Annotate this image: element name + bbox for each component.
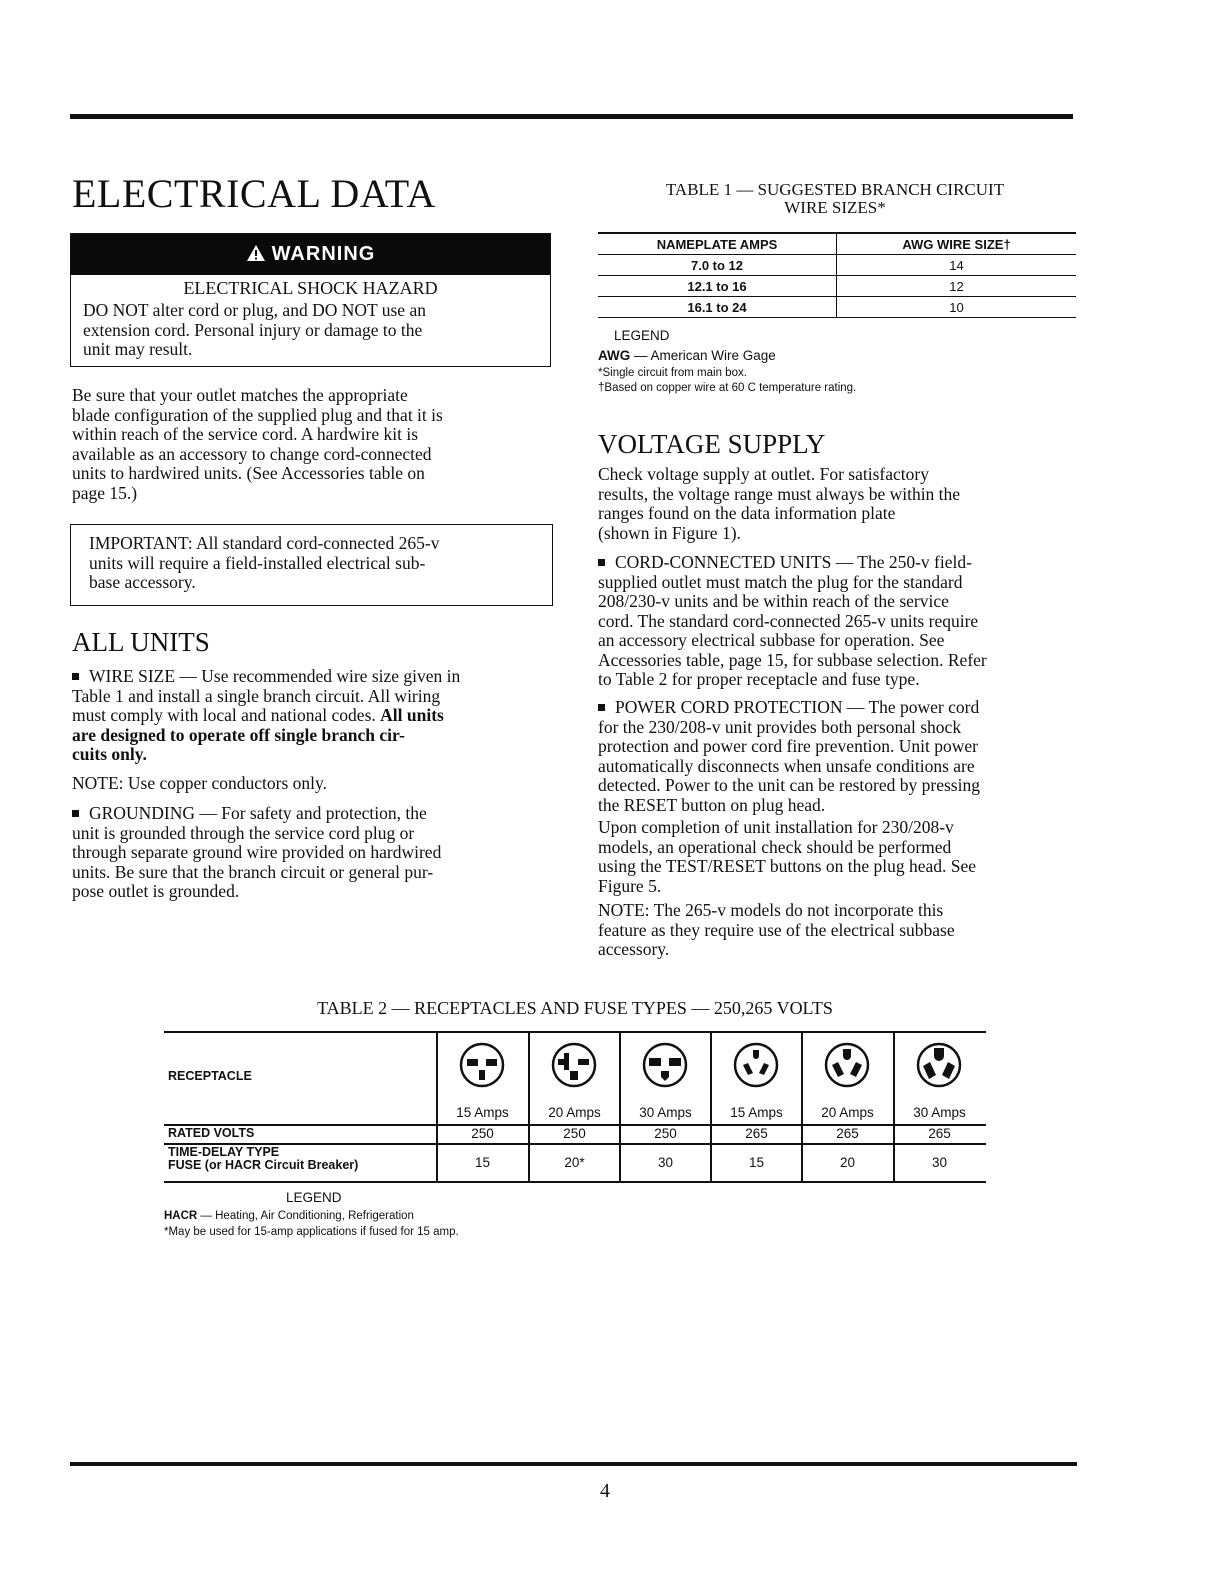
legend-abbr: HACR	[164, 1210, 198, 1222]
cord-line: Accessories table, page 15, for subbase selection. Refer	[598, 649, 987, 670]
table1-title-line: WIRE SIZES*	[784, 198, 886, 217]
fuse-cell: 15	[748, 1155, 765, 1170]
amps-cell: 15 Amps	[730, 1105, 783, 1120]
table1-title-line: TABLE 1 — SUGGESTED BRANCH CIRCUIT	[665, 180, 1005, 199]
wire-size-bold: are designed to operate off single branch cir-	[72, 724, 405, 745]
warning-body-line: unit may result.	[83, 339, 193, 359]
warning-header-label: WARNING	[271, 243, 376, 265]
warning-title: ELECTRICAL SHOCK HAZARD	[183, 278, 438, 298]
amps-cell: 15 Amps	[456, 1105, 509, 1120]
grounding-line: through separate ground wire provided on hardwired	[72, 842, 442, 862]
important-box	[70, 524, 553, 606]
fuse-cell: 15	[474, 1155, 491, 1170]
wire-size-bold: cuits only.	[72, 744, 147, 764]
table1-header: NAMEPLATE AMPS	[598, 233, 837, 255]
table2-title: TABLE 2 — RECEPTACLES AND FUSE TYPES — 250,265 VOLTS	[317, 998, 833, 1018]
wire-size-paragraph	[72, 667, 552, 765]
voltage-line: ranges found on the data information plate	[598, 503, 896, 523]
volts-cell: 250	[471, 1126, 494, 1141]
amps-cell: 30 Amps	[913, 1105, 966, 1120]
volts-cell: 265	[745, 1126, 768, 1141]
legend-def: — American Wire Gage	[630, 348, 776, 363]
power-line: automatically disconnects when unsafe conditions are	[598, 755, 975, 776]
fuse-cell: 20	[839, 1155, 856, 1170]
receptacle-265v-30a-icon	[915, 1041, 963, 1089]
power-line: for the 230/208-v unit provides both personal shock	[598, 716, 962, 737]
important-line: IMPORTANT: All standard cord-connected 265-v	[89, 533, 440, 553]
table1-cell: 12	[837, 276, 1077, 297]
cord-line: to Table 2 for proper receptacle and fuse type.	[598, 669, 920, 689]
intro-line: units to hardwired units. (See Accessories table on	[72, 463, 425, 483]
table-row	[598, 297, 1076, 318]
amps-cell: 20 Amps	[821, 1105, 874, 1120]
note-line: feature as they require use of the electrical subbase	[598, 919, 955, 940]
legend-def: — Heating, Air Conditioning, Refrigeration	[197, 1210, 414, 1222]
power-line: protection and power cord fire prevention. Unit power	[598, 736, 979, 756]
page-number: 4	[600, 1480, 610, 1502]
row-label-fuse-line: TIME-DELAY TYPE	[168, 1145, 280, 1159]
note-line: NOTE: The 265-v models do not incorporate this	[598, 900, 944, 920]
voltage-intro	[598, 465, 960, 543]
table1-header-row	[598, 233, 1076, 255]
wire-size-line: must comply with local and national codes.	[72, 705, 376, 725]
fuse-cell: 30	[931, 1155, 948, 1170]
intro-paragraph	[72, 386, 443, 503]
table2-rule	[164, 1031, 986, 1033]
receptacle-265v-20a-icon	[823, 1041, 871, 1089]
copper-note: NOTE: Use copper conductors only.	[72, 773, 327, 793]
power-cord-paragraph	[598, 698, 980, 815]
voltage-line: results, the voltage range must always be within the	[598, 483, 961, 504]
page-title: ELECTRICAL DATA	[72, 171, 436, 216]
table2-legend-title: LEGEND	[286, 1190, 342, 1205]
volts-cell: 265	[928, 1126, 951, 1141]
power-line: the RESET button on plug head.	[598, 794, 826, 815]
warning-header	[71, 234, 550, 275]
cord-line: cord. The standard cord-connected 265-v units require	[598, 610, 979, 631]
fuse-cell: 30	[657, 1155, 674, 1170]
warning-box	[70, 233, 551, 367]
cord-line: an accessory electrical subbase for operation. See	[598, 630, 945, 650]
bullet-square-icon	[598, 559, 605, 566]
table1-cell: 7.0 to 12	[598, 255, 837, 276]
legend-abbr: AWG	[598, 348, 631, 363]
voltage-supply-heading: VOLTAGE SUPPLY	[598, 429, 826, 459]
receptacle-250v-20a-icon	[550, 1041, 598, 1089]
table2	[164, 1031, 986, 1184]
table1-cell: 10	[837, 297, 1077, 318]
table1-footnote: †Based on copper wire at 60 C temperature rating.	[598, 382, 857, 394]
table1	[598, 232, 1076, 318]
completion-line: using the TEST/RESET buttons on the plug head. See	[598, 856, 977, 876]
power-line: detected. Power to the unit can be restored by pressing	[598, 775, 980, 795]
table1-header: AWG WIRE SIZE†	[837, 233, 1077, 255]
cord-line: 208/230-v units and be within reach of the service	[598, 591, 949, 611]
table1-cell: 14	[837, 255, 1077, 276]
completion-line: models, an operational check should be performed	[598, 836, 952, 857]
table1-footnote: *Single circuit from main box.	[598, 367, 747, 379]
table2-footnote: *May be used for 15-amp applications if fused for 15 amp.	[164, 1226, 459, 1238]
bottom-rule	[70, 1462, 1077, 1466]
completion-paragraph	[598, 818, 976, 896]
row-label-receptacle: RECEPTACLE	[168, 1069, 252, 1083]
warning-body-line: DO NOT alter cord or plug, and DO NOT use an	[83, 300, 426, 320]
grounding-line: unit is grounded through the service cord plug or	[72, 822, 415, 843]
amps-cell: 30 Amps	[639, 1105, 692, 1120]
volts-cell: 250	[563, 1126, 586, 1141]
all-units-heading: ALL UNITS	[72, 627, 210, 657]
intro-line: available as an accessory to change cord-connected	[72, 443, 432, 464]
receptacle-250v-15a-icon	[458, 1041, 506, 1089]
table1-legend	[598, 326, 856, 396]
wire-size-line: Table 1 and install a single branch circuit. All wiring	[72, 685, 441, 706]
table2-legend	[164, 1188, 459, 1240]
note-line: accessory.	[598, 939, 670, 959]
intro-line: within reach of the service cord. A hardwire kit is	[72, 424, 419, 444]
bullet-square-icon	[598, 704, 605, 711]
cord-line: CORD-CONNECTED UNITS — The 250-v field-	[615, 552, 972, 572]
intro-line: page 15.)	[72, 482, 138, 503]
voltage-line: (shown in Figure 1).	[598, 522, 741, 543]
top-rule	[70, 114, 1073, 119]
bullet-square-icon	[72, 673, 79, 680]
cord-line: supplied outlet must match the plug for the standard	[598, 571, 963, 592]
important-line: base accessory.	[89, 572, 196, 592]
grounding-line: pose outlet is grounded.	[72, 881, 240, 901]
wire-size-line: WIRE SIZE — Use recommended wire size given in	[89, 666, 461, 686]
grounding-paragraph	[72, 804, 552, 902]
voltage-line: Check voltage supply at outlet. For satisfactory	[598, 464, 929, 484]
receptacle-265v-15a-icon	[732, 1041, 780, 1089]
bullet-square-icon	[72, 810, 79, 817]
table1-cell: 12.1 to 16	[598, 276, 837, 297]
warning-body-line: extension cord. Personal injury or damage to the	[83, 319, 423, 340]
table-row	[598, 255, 1076, 276]
completion-line: Figure 5.	[598, 875, 662, 896]
grounding-line: units. Be sure that the branch circuit or general pur-	[72, 861, 434, 882]
grounding-line: GROUNDING — For safety and protection, the	[89, 803, 427, 823]
warning-body	[71, 299, 550, 360]
volts-cell: 265	[836, 1126, 859, 1141]
cord-connected-paragraph	[598, 553, 987, 690]
intro-line: Be sure that your outlet matches the appropriate	[72, 385, 408, 405]
wire-size-bold: All units	[380, 705, 444, 725]
voltage-note	[598, 901, 955, 960]
table1-title	[598, 181, 1072, 217]
completion-line: Upon completion of unit installation for 230/208-v	[598, 817, 954, 837]
row-label-fuse-line: FUSE (or HACR Circuit Breaker)	[168, 1158, 359, 1172]
warning-triangle-icon	[246, 244, 266, 262]
receptacle-250v-30a-icon	[641, 1041, 689, 1089]
table1-legend-title: LEGEND	[614, 328, 670, 343]
row-label-rated-volts: RATED VOLTS	[168, 1126, 255, 1140]
fuse-cell: 20*	[564, 1155, 585, 1170]
table2-rule	[164, 1143, 986, 1145]
table2-rule	[164, 1181, 986, 1183]
amps-cell: 20 Amps	[548, 1105, 601, 1120]
power-line: POWER CORD PROTECTION — The power cord	[615, 697, 980, 717]
important-line: units will require a field-installed electrical sub-	[89, 552, 426, 573]
intro-line: blade configuration of the supplied plug and that it is	[72, 404, 443, 425]
row-label-fuse	[168, 1146, 358, 1172]
volts-cell: 250	[654, 1126, 677, 1141]
table1-cell: 16.1 to 24	[598, 297, 837, 318]
table-row	[598, 276, 1076, 297]
